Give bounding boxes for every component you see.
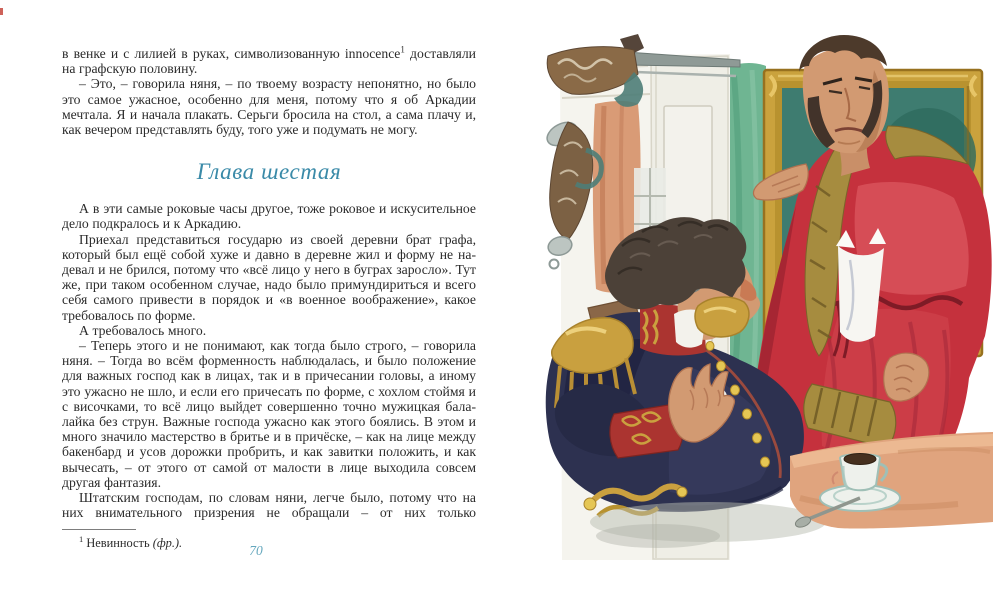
paragraph: [62, 46, 476, 76]
page-number: 70: [249, 543, 263, 558]
footnote-ref: 1: [400, 44, 405, 55]
footnote-rule: [62, 529, 136, 530]
footnote-text: Невинность: [86, 536, 153, 551]
paragraph: Приехал представиться государю из своей деревни брат графа, который был ещё собой хуже и давно в деревне жил и форму не надевал и не брился, потому что «всё лицо у него в буграх заросло». Тут же, при таком особенном случае, надо было примундириться и всего себя самого привести в порядок и «в военное воображение», какое требовалось по форме.: [62, 231, 476, 323]
footnote-lang-note: (фр.).: [152, 536, 183, 551]
footnote-marker: 1: [79, 534, 84, 545]
right-page: [538, 6, 996, 562]
paragraph-text: доставляли на графскую половину.: [62, 46, 476, 77]
left-page: [62, 46, 476, 551]
epaulette-right: [695, 297, 749, 337]
paragraph: – Теперь этого и не понимают, как тогда было строго, – говорила няня. – Тогда во всём форменность наблюдалась, и было положение для важных господ как в лицах, так и в причесании головы, а иному это ужасно не шло, и если его причесать по форме, с хохлом стоймя и с височками, то всё лицо выйдет совершенно точно мужицкая балалайка без струн. Важные господа ужасно как этого боялись. В этом и много значило мастерство в бритье и в причёске, – как на лице между бакенбард и усов дорожки пробрить, и как завитки положить, и как вычесать, – от этого от самой от малости в лице выходила совсем другая фантазия.: [62, 338, 476, 490]
chapter-heading: Глава шестая: [196, 159, 342, 185]
scan-artifact: [0, 8, 3, 15]
paragraph: А требовалось много.: [79, 322, 207, 338]
illustration: [538, 6, 996, 562]
paragraph-text: в венке и с лилией в руках, символизованную innocence: [62, 46, 401, 61]
paragraph: – Это, – говорила няня, – по твоему возрасту непонятно, но было это самое ужасное, особенно для меня, потому что я об Аркадии мечтала. Я и начала плакать. Серьги бросила на стол, а сама плачу и, как вечером представлять буду, того уже и подумать не могу.: [62, 76, 476, 138]
paragraph: А в эти самые роковые часы другое, тоже роковое и искусительное дело подкралось и к Аркадию.: [62, 201, 476, 232]
paragraph: Штатским господам, по словам няни, легче было, потому что на них внимательного призрения не обращали – от них только: [62, 490, 476, 521]
